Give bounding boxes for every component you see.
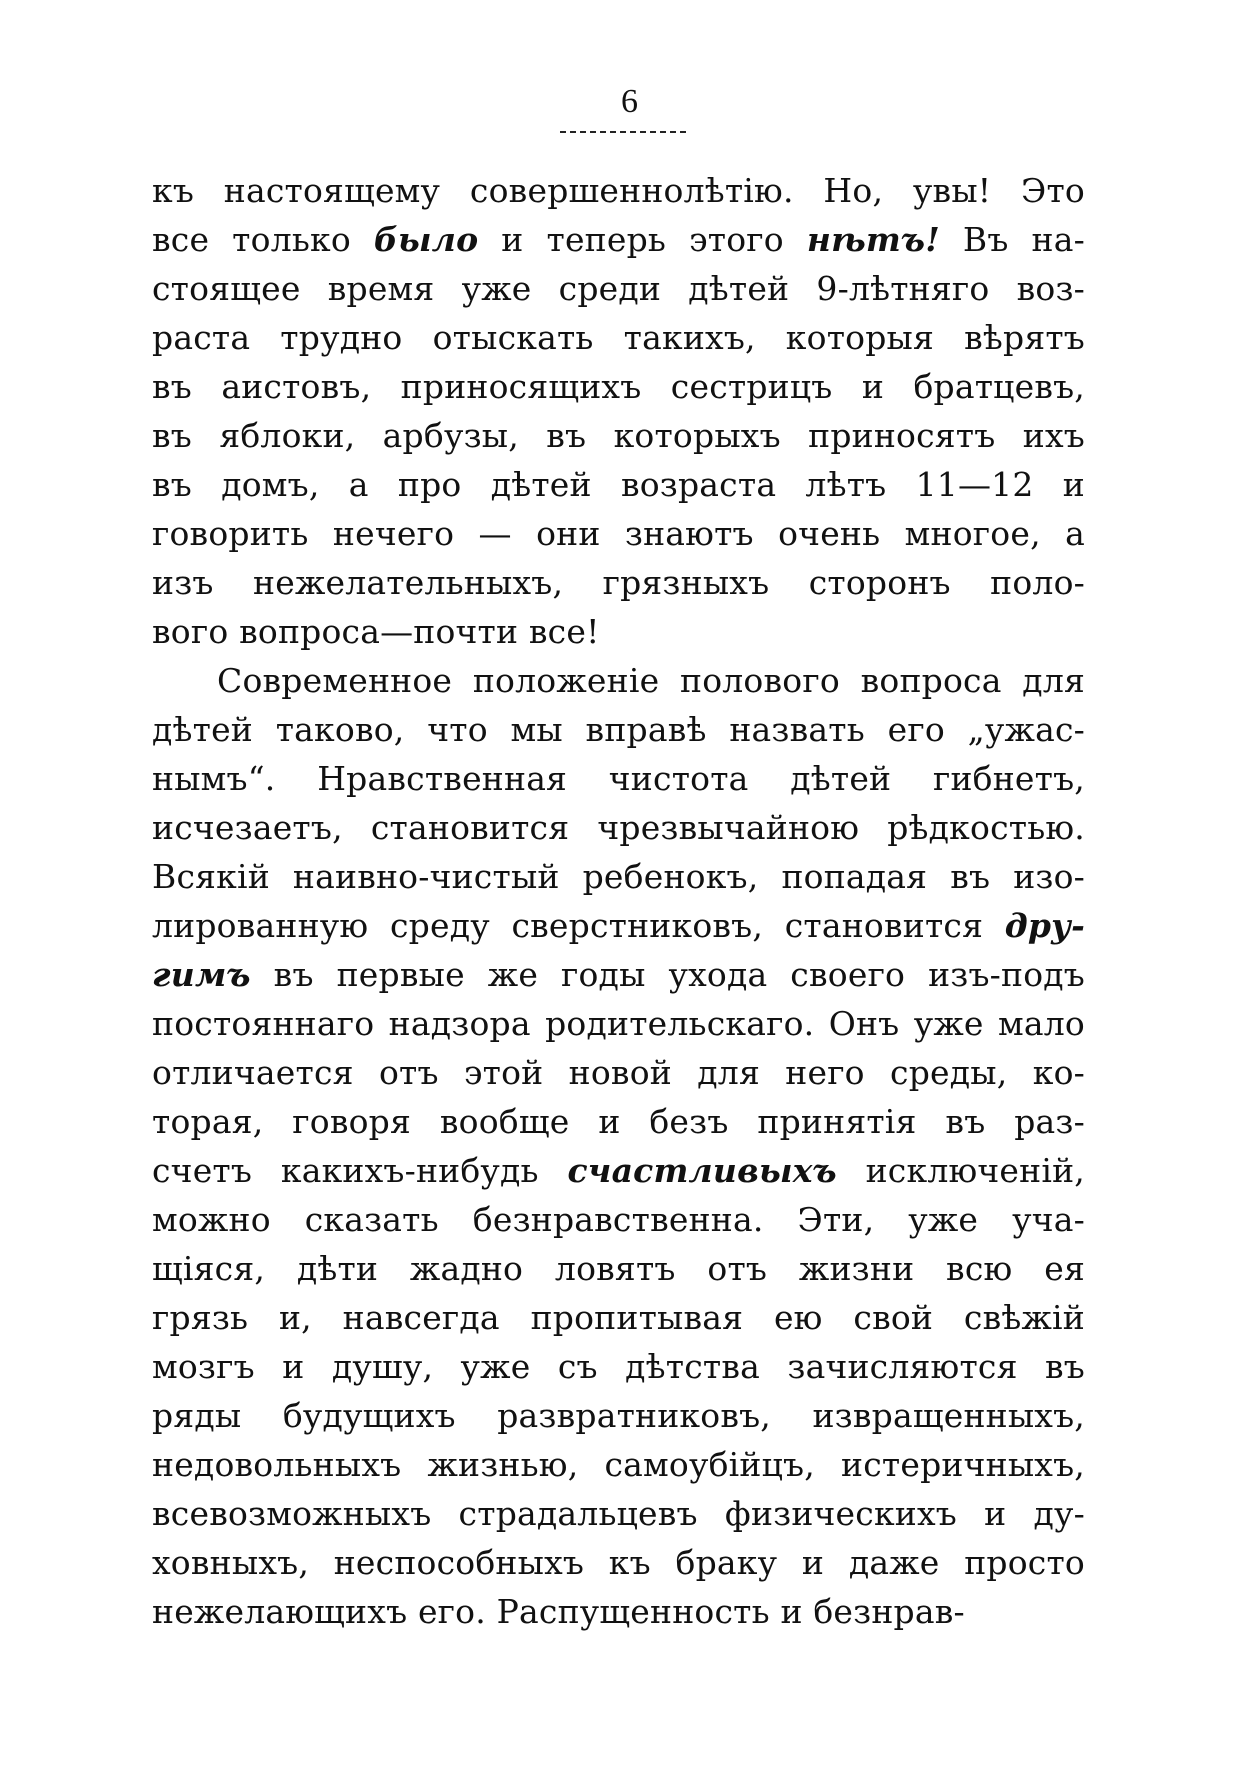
text-line: раста трудно отыскать такихъ, которыя вѣрятъ — [152, 318, 1085, 357]
text-line: въ яблоки, арбузы, въ которыхъ приносятъ ихъ — [152, 416, 1085, 455]
text-line: недовольныхъ жизнью, самоубійцъ, истеричныхъ, — [152, 1445, 1085, 1484]
text-line: исчезаетъ, становится чрезвычайною рѣдкостью. — [152, 808, 1085, 847]
text-line: изъ нежелательныхъ, грязныхъ сторонъ поло- — [152, 563, 1085, 602]
text-line: грязь и, навсегда пропитывая ею свой свѣжій — [152, 1298, 1085, 1337]
text-line: можно сказать безнравственна. Эти, уже уча- — [152, 1200, 1085, 1239]
text-line: Всякій наивно-чистый ребенокъ, попадая въ изо- — [152, 857, 1085, 896]
body-text — [152, 166, 1085, 1636]
text-line: въ аистовъ, приносящихъ сестрицъ и братцевъ, — [152, 367, 1085, 406]
page-number: 6 — [621, 83, 638, 120]
text-line: говорить нечего — они знаютъ очень многое, а — [152, 514, 1085, 553]
text-line: щіяся, дѣти жадно ловятъ отъ жизни всю ея — [152, 1249, 1085, 1288]
emphasized-word: было — [373, 220, 479, 259]
page-number-rule — [560, 131, 686, 133]
text-line: счетъ какихъ-нибудь счастливыхъ исключеній, — [152, 1151, 1085, 1190]
text-line: ховныхъ, неспособныхъ къ браку и даже просто — [152, 1543, 1085, 1582]
text-line: стоящее время уже среди дѣтей 9-лѣтняго воз- — [152, 269, 1085, 308]
text-line: мозгъ и душу, уже съ дѣтства зачисляются въ — [152, 1347, 1085, 1386]
text-line: Современное положеніе полового вопроса для — [217, 661, 1085, 700]
text-line: гимъ въ первые же годы ухода своего изъ-подъ — [152, 955, 1085, 994]
text-line: всевозможныхъ страдальцевъ физическихъ и ду- — [152, 1494, 1085, 1533]
text-line: нежелающихъ его. Распущенность и безнрав- — [152, 1592, 965, 1631]
emphasized-word: нѣтъ! — [806, 220, 940, 259]
text-line: дѣтей таково, что мы вправѣ назвать его „ужас- — [152, 710, 1085, 749]
text-line: вого вопроса—почти все! — [152, 612, 600, 651]
text-line: лированную среду сверстниковъ, становится дру- — [152, 906, 1085, 945]
text-line: отличается отъ этой новой для него среды, ко- — [152, 1053, 1085, 1092]
text-line: постояннаго надзора родительскаго. Онъ уже мало — [152, 1004, 1085, 1043]
text-line: торая, говоря вообще и безъ принятія въ раз- — [152, 1102, 1085, 1141]
text-line: ряды будущихъ развратниковъ, извращенныхъ, — [152, 1396, 1085, 1435]
text-line: все только было и теперь этого нѣтъ! Въ на- — [152, 220, 1085, 259]
emphasized-word: счастливыхъ — [567, 1151, 837, 1190]
text-line: въ домъ, а про дѣтей возраста лѣтъ 11—12 и — [152, 465, 1085, 504]
text-line: къ настоящему совершеннолѣтію. Но, увы! Это — [152, 171, 1085, 210]
emphasized-word: дру- — [1004, 906, 1085, 945]
emphasized-word: гимъ — [152, 955, 251, 994]
text-line: нымъ“. Нравственная чистота дѣтей гибнетъ, — [152, 759, 1085, 798]
